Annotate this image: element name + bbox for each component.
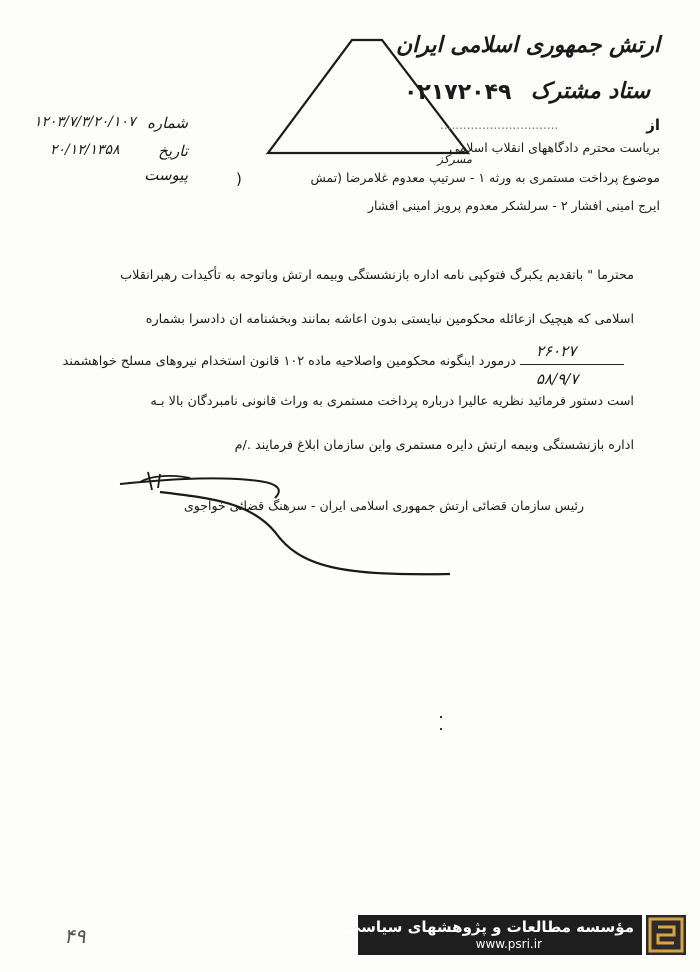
margin-note: مسرکز <box>437 152 472 166</box>
footer-institute: مؤسسه مطالعات و پژوهشهای سیاسی <box>345 918 634 936</box>
body-line-1: محترما " باتقدیم یکبرگ فتوکپی نامه اداره بازنشستگی وبیمه ارتش وباتوجه به تأکیدات رهبرانقلاب <box>120 268 634 283</box>
stray-mark <box>440 716 442 718</box>
to-line: بریاست محترم دادگاههای انقلاب اسلامی <box>449 140 660 155</box>
stamp-number: ۰۲۱۷۲۰۴۹ <box>404 80 512 105</box>
date-value: ۲۰/۱۲/۱۳۵۸ <box>50 142 120 158</box>
body-line-4: است دستور فرمائید نظریه عالیرا درباره پرداخت مستمری به وراث قانونی نامبردگان بالا بـه <box>150 394 634 409</box>
number-value: ۱۲۰۳/۷/۳/۲۰/۱۰۷ <box>34 114 136 130</box>
from-dotted-line: ............................... <box>440 118 559 132</box>
reference-fraction-line <box>520 364 624 365</box>
handwritten-signature <box>100 462 460 592</box>
page-number: ۴۹ <box>64 924 86 948</box>
triangle-mark <box>260 35 480 165</box>
subject-line: موضوع پرداخت مستمری به ورثه ۱ - سرتیپ معدوم غلامرضا (تمش <box>310 170 660 185</box>
dept-name: ستاد مشترک <box>530 78 650 104</box>
institute-logo <box>646 915 686 955</box>
subject-paren: ) <box>236 170 242 188</box>
footer-banner <box>345 915 642 955</box>
body-line-3: درمورد اینگونه محکومین واصلاحیه ماده ۱۰۲ قانون استخدام نیروهای مسلح خواهشمند <box>62 354 516 369</box>
from-label: از <box>646 116 660 134</box>
reference-number: ۲۶۰۲۷ <box>536 342 577 360</box>
footer-url[interactable]: www.psri.ir <box>475 937 542 951</box>
attachment-label: پیوست <box>144 166 188 184</box>
reference-date: ۵۸/۹/۷ <box>536 370 579 388</box>
subject-line-2: ایرج امینی افشار ۲ - سرلشکر معدوم پرویز امینی افشار <box>367 198 660 213</box>
signature-line: رئیس سازمان قضائی ارتش جمهوری اسلامی ایران - سرهنگ قضائی خواجوی <box>184 498 584 513</box>
date-label: تاریخ <box>158 142 188 160</box>
stray-mark <box>440 728 442 730</box>
body-line-2: اسلامی که هیچیک ازعائله محکومین نبایستی بدون اعاشه بمانند وبخشنامه ان دادسرا بشماره <box>145 312 634 327</box>
number-label: شماره <box>147 114 188 132</box>
org-title: ارتش جمهوری اسلامی ایران <box>396 32 660 58</box>
body-line-5: اداره بازنشستگی وبیمه ارتش دایره مستمری واین سازمان ابلاغ فرمایند ./م <box>234 438 634 453</box>
logo-icon <box>646 915 686 955</box>
